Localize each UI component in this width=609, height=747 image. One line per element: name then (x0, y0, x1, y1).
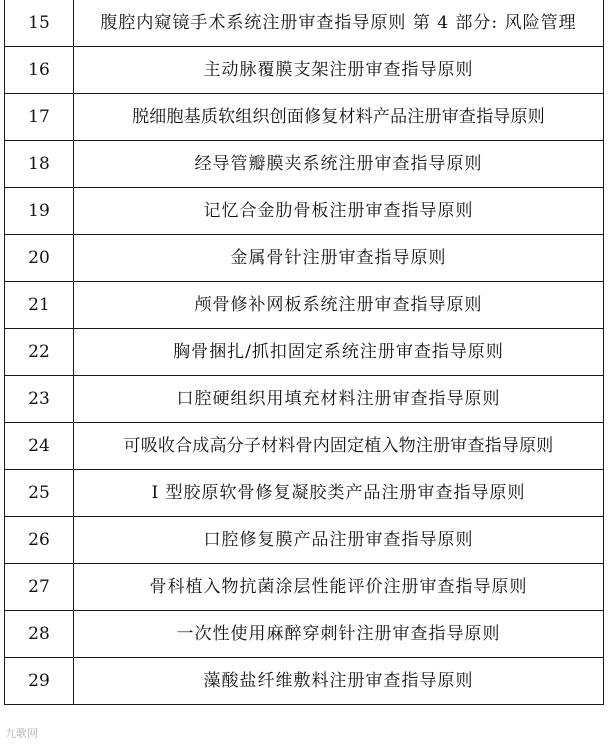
table-row (5, 611, 604, 658)
row-title: 藻酸盐纤维敷料注册审查指导原则 (74, 658, 604, 705)
table-row (5, 141, 604, 188)
row-title: 可吸收合成高分子材料骨内固定植入物注册审查指导原则 (74, 423, 604, 470)
row-number: 26 (5, 517, 74, 564)
row-title: I 型胶原软骨修复凝胶类产品注册审查指导原则 (74, 470, 604, 517)
row-number: 18 (5, 141, 74, 188)
table-row (5, 0, 604, 47)
row-title: 口腔硬组织用填充材料注册审查指导原则 (74, 376, 604, 423)
row-title: 胸骨捆扎/抓扣固定系统注册审查指导原则 (74, 329, 604, 376)
table-row (5, 235, 604, 282)
table-row (5, 470, 604, 517)
row-title: 脱细胞基质软组织创面修复材料产品注册审查指导原则 (74, 94, 604, 141)
row-number: 29 (5, 658, 74, 705)
table-row (5, 188, 604, 235)
row-title: 骨科植入物抗菌涂层性能评价注册审查指导原则 (74, 564, 604, 611)
row-number: 28 (5, 611, 74, 658)
table-row (5, 329, 604, 376)
row-number: 25 (5, 470, 74, 517)
row-number: 22 (5, 329, 74, 376)
table-row (5, 47, 604, 94)
row-number: 21 (5, 282, 74, 329)
row-title: 口腔修复膜产品注册审查指导原则 (74, 517, 604, 564)
row-title: 金属骨针注册审查指导原则 (74, 235, 604, 282)
row-title: 经导管瓣膜夹系统注册审查指导原则 (74, 141, 604, 188)
row-title: 记忆合金肋骨板注册审查指导原则 (74, 188, 604, 235)
row-title: 颅骨修补网板系统注册审查指导原则 (74, 282, 604, 329)
table-row (5, 94, 604, 141)
table-row (5, 658, 604, 705)
table-row (5, 517, 604, 564)
row-number: 24 (5, 423, 74, 470)
row-title: 主动脉覆膜支架注册审查指导原则 (74, 47, 604, 94)
row-number: 20 (5, 235, 74, 282)
table-row (5, 376, 604, 423)
watermark-logo: 九歌网 (5, 727, 38, 740)
table-row (5, 282, 604, 329)
row-number: 15 (5, 0, 74, 47)
guideline-table (4, 0, 604, 705)
row-title: 腹腔内窥镜手术系统注册审查指导原则 第 4 部分: 风险管理 (74, 0, 604, 47)
row-number: 17 (5, 94, 74, 141)
row-number: 16 (5, 47, 74, 94)
row-title: 一次性使用麻醉穿刺针注册审查指导原则 (74, 611, 604, 658)
table-row (5, 423, 604, 470)
row-number: 23 (5, 376, 74, 423)
table-row (5, 564, 604, 611)
row-number: 19 (5, 188, 74, 235)
row-number: 27 (5, 564, 74, 611)
